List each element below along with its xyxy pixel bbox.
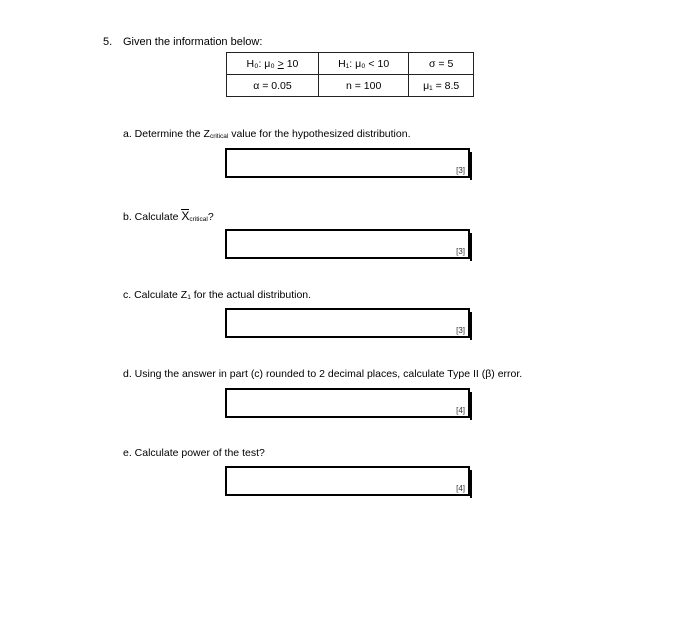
part-b-marks: [3] xyxy=(456,247,465,256)
alt-hypothesis-cell: H₁: μ₀ < 10 xyxy=(318,53,408,75)
sample-size-cell: n = 100 xyxy=(318,75,408,97)
null-hypothesis-prefix: H₀: μ₀ xyxy=(246,57,278,70)
part-d-answer-box[interactable] xyxy=(225,388,470,418)
part-a-answer-box[interactable] xyxy=(225,148,470,178)
mu1-cell: μ₁ = 8.5 xyxy=(409,75,474,97)
part-e-prompt: e. Calculate power of the test? xyxy=(123,447,265,459)
alpha-cell: α = 0.05 xyxy=(227,75,319,97)
part-e-marks: [4] xyxy=(456,484,465,493)
null-hypothesis-value: 10 xyxy=(283,57,299,70)
null-hypothesis-cell xyxy=(227,53,319,75)
info-row-2 xyxy=(227,75,474,97)
part-b-text-end: ? xyxy=(207,211,214,223)
x-bar-symbol: X xyxy=(181,209,190,223)
part-c-text: c. Calculate Z xyxy=(123,289,188,301)
part-c-subscript: 1 xyxy=(187,294,191,301)
sigma-cell: σ = 5 xyxy=(409,53,474,75)
part-e-answer-box[interactable] xyxy=(225,466,470,496)
part-b-text: b. Calculate xyxy=(123,211,182,223)
question-header xyxy=(103,36,262,48)
part-d-prompt: d. Using the answer in part (c) rounded to 2 decimal places, calculate Type II (β) error. xyxy=(123,368,523,380)
part-c-text-end: for the actual distribution. xyxy=(190,289,312,301)
part-a-marks: [3] xyxy=(456,166,465,175)
question-number: 5. xyxy=(103,36,113,48)
info-table xyxy=(226,52,474,97)
part-d-marks: [4] xyxy=(456,406,465,415)
part-c-prompt xyxy=(123,289,311,301)
part-a-prompt xyxy=(123,128,410,140)
part-c-marks: [3] xyxy=(456,326,465,335)
part-b-answer-box[interactable] xyxy=(225,229,470,259)
null-hypothesis-relation: > xyxy=(277,57,284,70)
part-b-subscript: critical xyxy=(189,216,208,223)
part-c-answer-box[interactable] xyxy=(225,308,470,338)
part-a-text: a. Determine the Z xyxy=(123,128,210,140)
part-a-text-end: value for the hypothesized distribution. xyxy=(228,128,411,140)
part-b-prompt xyxy=(123,209,214,223)
info-row-1 xyxy=(227,53,474,75)
part-a-subscript: critical xyxy=(209,133,229,140)
question-prompt: Given the information below: xyxy=(123,36,263,48)
